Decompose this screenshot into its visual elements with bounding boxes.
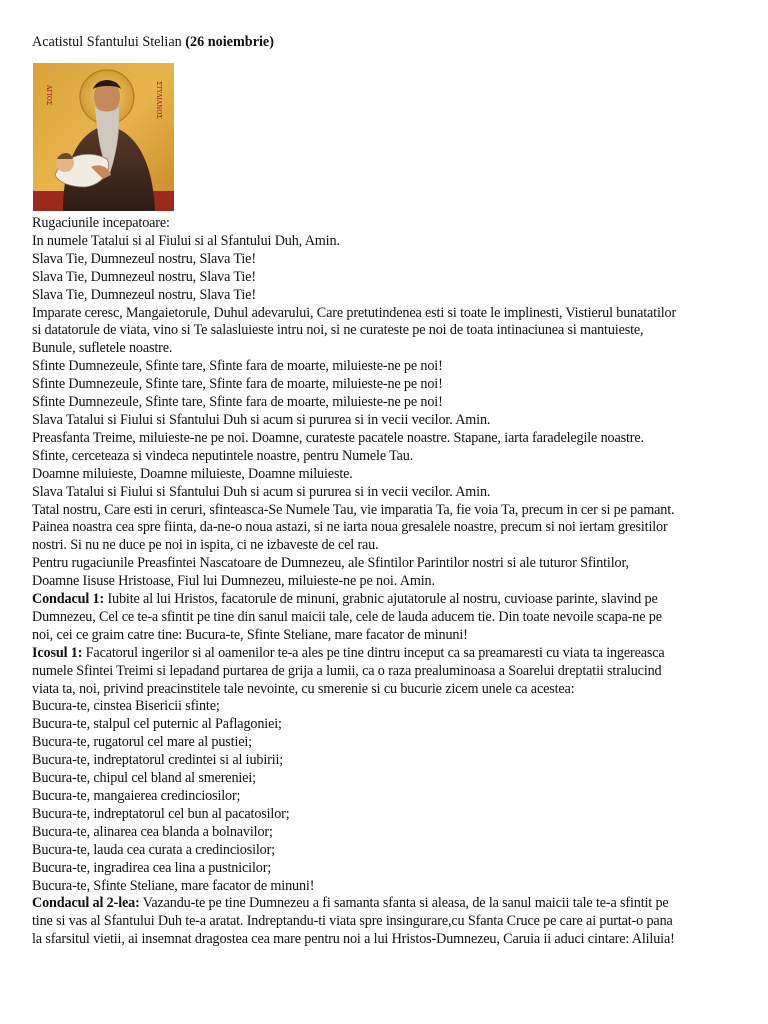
- line-text: tine si vas al Sfantului Duh te-a aratat. Indreptandu-ti viata spre insingurare,cu Sfanta Cruce pe care ai purtat-o pana: [32, 913, 673, 930]
- text-line: [32, 340, 754, 358]
- line-text: Bucura-te, ingradirea cea lina a pustnicilor;: [32, 859, 272, 876]
- line-text: Slava Tie, Dumnezeul nostru, Slava Tie!: [32, 268, 256, 285]
- text-line: [32, 627, 754, 645]
- line-text: Bucura-te, indreptatorul credintei si al iubirii;: [32, 752, 284, 769]
- text-line: [32, 931, 754, 949]
- text-line: [32, 448, 754, 466]
- text-line: [32, 734, 754, 752]
- saint-stelian-icon: [33, 63, 174, 211]
- text-line: [32, 878, 754, 896]
- text-line: [32, 394, 754, 412]
- text-line: [32, 269, 754, 287]
- line-text: la sfarsitul vietii, ai insemnat dragostea cea mare pentru noi a lui Hristos-Dumnezeu, Caruia ii aduci cintare: Aliluia!: [32, 931, 675, 948]
- text-line: [32, 502, 754, 520]
- line-text: Slava Tatalui si Fiului si Sfantului Duh si acum si pururea si in vecii vecilor. Amin.: [32, 411, 491, 428]
- text-line: [32, 842, 754, 860]
- line-text: Bunule, sufletele noastre.: [32, 340, 173, 357]
- text-line: [32, 519, 754, 537]
- icon-inscription-left: ΑΓΙΟΣ: [45, 85, 52, 106]
- line-text: Imparate ceresc, Mangaietorule, Duhul adevarului, Care pretutindenea esti si toate le implinesti, Vistierul bunatatilor: [32, 304, 677, 321]
- text-line: [32, 913, 754, 931]
- line-text: Iubite al lui Hristos, facatorule de minuni, grabnic ajutatorule al nostru, cuvioase parinte, slavind pe: [104, 591, 658, 608]
- line-text: Dumnezeu, Cel ce te-a sfintit pe tine din sanul maicii tale, cele de lauda aducem tie. Din toate nevoile scapa-ne pe: [32, 608, 662, 625]
- line-text: Bucura-te, rugatorul cel mare al pustiei;: [32, 734, 252, 751]
- text-line: [32, 573, 754, 591]
- line-text: Sfinte Dumnezeule, Sfinte tare, Sfinte fara de moarte, miluieste-ne pe noi!: [32, 358, 443, 375]
- line-text: Preasfanta Treime, miluieste-ne pe noi. Doamne, curateste pacatele noastre. Stapane, iarta faradelegile noastre.: [32, 429, 644, 446]
- line-text: Rugaciunile incepatoare:: [32, 215, 170, 231]
- text-line: [32, 752, 754, 770]
- line-text: Slava Tatalui si Fiului si Sfantului Duh si acum si pururea si in vecii vecilor. Amin.: [32, 483, 491, 500]
- line-text: Bucura-te, alinarea cea blanda a bolnavilor;: [32, 823, 273, 840]
- text-line: [32, 663, 754, 681]
- section-label: Condacul 1:: [32, 591, 105, 608]
- line-text: Vazandu-te pe tine Dumnezeu a fi samanta sfanta si aleasa, de la sanul maicii tale te-a sfintit pe: [139, 895, 669, 912]
- document-title: [32, 33, 754, 51]
- text-line: [32, 788, 754, 806]
- text-line: [32, 770, 754, 788]
- line-text: Bucura-te, chipul cel bland al smereniei;: [32, 770, 256, 787]
- line-text: Slava Tie, Dumnezeul nostru, Slava Tie!: [32, 250, 256, 267]
- text-line: [32, 233, 754, 251]
- line-text: Tatal nostru, Care esti in ceruri, sfinteasca-Se Numele Tau, vie imparatia Ta, fie voia Ta, precum in cer si pe pamant.: [32, 501, 675, 518]
- line-text: In numele Tatalui si al Fiului si al Sfantului Duh, Amin.: [32, 232, 340, 249]
- text-line: [32, 681, 754, 699]
- text-line: [32, 430, 754, 448]
- text-line: [32, 412, 754, 430]
- line-text: Painea noastra cea spre fiinta, da-ne-o noua astazi, si ne iarta noua gresalele noastre, precum si noi iertam gresitilor: [32, 519, 668, 536]
- line-text: numele Sfintei Treimi si lepadand purtarea de grija a lumii, ca o raza prealuminoasa a Soarelui dreptatii stralucind: [32, 662, 662, 679]
- title-date: (26 noiembrie): [185, 34, 274, 50]
- line-text: Sfinte Dumnezeule, Sfinte tare, Sfinte fara de moarte, miluieste-ne pe noi!: [32, 394, 443, 411]
- line-text: Pentru rugaciunile Preasfintei Nascatoare de Dumnezeu, ale Sfintilor Parintilor nostri si ale tuturor Sfintilor,: [32, 555, 629, 572]
- icon-inscription-right: ΣΤΥΛΙΑΝΟΣ: [155, 81, 162, 119]
- line-text: Facatorul ingerilor si al oamenilor te-a ales pe tine dintru inceput ca sa preamaresti cu viata ta ingereasca: [82, 644, 665, 661]
- text-line: [32, 806, 754, 824]
- document-page: [32, 33, 754, 949]
- text-line: [32, 860, 754, 878]
- line-text: noi, cei ce graim catre tine: Bucura-te, Sfinte Steliane, mare facator de minuni!: [32, 626, 468, 643]
- line-text: Doamne Iisuse Hristoase, Fiul lui Dumnezeu, miluieste-ne pe noi. Amin.: [32, 573, 435, 590]
- section-heading-line: [32, 895, 754, 913]
- section-heading-line: [32, 645, 754, 663]
- line-text: nostri. Si nu ne duce pe noi in ispita, ci ne izbaveste de cel rau.: [32, 537, 379, 554]
- text-line: [32, 251, 754, 269]
- text-line: [32, 555, 754, 573]
- text-line: [32, 305, 754, 323]
- text-line: [32, 215, 754, 233]
- text-line: [32, 716, 754, 734]
- line-text: Bucura-te, lauda cea curata a credinciosilor;: [32, 841, 275, 858]
- text-line: [32, 698, 754, 716]
- line-text: Doamne miluieste, Doamne miluieste, Doamne miluieste.: [32, 465, 353, 482]
- title-main: Acatistul Sfantului Stelian: [32, 34, 182, 50]
- text-line: [32, 322, 754, 340]
- text-line: [32, 824, 754, 842]
- text-line: [32, 537, 754, 555]
- line-text: Sfinte Dumnezeule, Sfinte tare, Sfinte fara de moarte, miluieste-ne pe noi!: [32, 376, 443, 393]
- line-text: Bucura-te, mangaierea credinciosilor;: [32, 788, 241, 804]
- text-line: [32, 466, 754, 484]
- line-text: Slava Tie, Dumnezeul nostru, Slava Tie!: [32, 286, 256, 303]
- line-text: Bucura-te, stalpul cel puternic al Paflagoniei;: [32, 716, 282, 733]
- section-heading-line: [32, 591, 754, 609]
- line-text: Sfinte, cerceteaza si vindeca neputintele noastre, pentru Numele Tau.: [32, 447, 414, 464]
- section-label: Condacul al 2-lea:: [32, 895, 140, 912]
- section-label: Icosul 1:: [32, 644, 83, 661]
- line-text: Bucura-te, cinstea Bisericii sfinte;: [32, 698, 220, 715]
- text-line: [32, 484, 754, 502]
- line-text: viata ta, noi, privind preacinstitele tale nevointe, cu smerenie si cu bucurie zicem unele ca acestea:: [32, 680, 575, 697]
- line-text: Bucura-te, Sfinte Steliane, mare facator de minuni!: [32, 877, 315, 894]
- text-line: [32, 287, 754, 305]
- line-text: Bucura-te, indreptatorul cel bun al pacatosilor;: [32, 805, 290, 822]
- akathist-text: [32, 215, 754, 949]
- text-line: [32, 358, 754, 376]
- line-text: si datatorule de viata, vino si Te salasluieste intru noi, si ne curateste pe noi de toata intinaciunea si mantuieste,: [32, 322, 644, 339]
- text-line: [32, 609, 754, 627]
- text-line: [32, 376, 754, 394]
